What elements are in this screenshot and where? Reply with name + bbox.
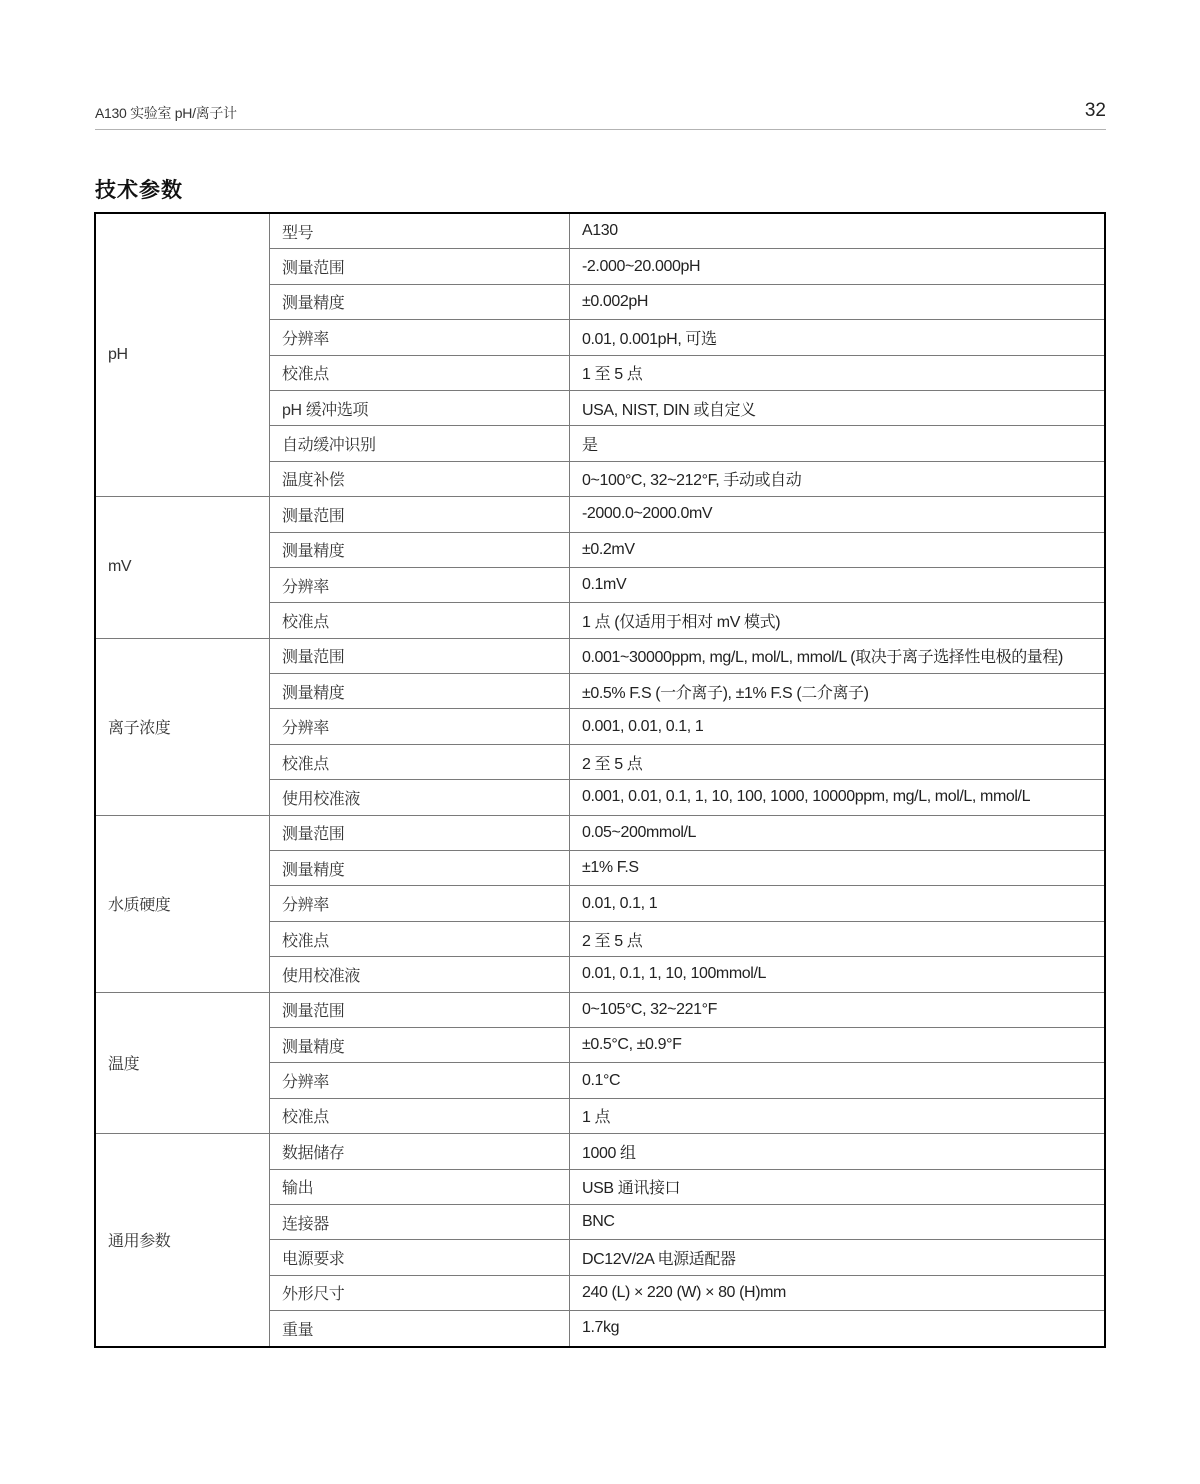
spec-table-body <box>95 213 1105 1347</box>
param-name: 测量范围 <box>270 992 570 1027</box>
page-number: 32 <box>1084 100 1106 121</box>
param-name: 测量精度 <box>270 284 570 319</box>
param-value: DC12V/2A 电源适配器 <box>570 1240 1106 1275</box>
table-row <box>95 815 1105 850</box>
param-value: 0.1°C <box>570 1063 1106 1098</box>
param-name: 测量范围 <box>270 497 570 532</box>
group-label: 通用参数 <box>95 1134 270 1347</box>
param-value: USA, NIST, DIN 或自定义 <box>570 390 1106 425</box>
param-value: 0.001~30000ppm, mg/L, mol/L, mmol/L (取决于离子选择性电极的量程) <box>570 638 1106 673</box>
spec-table <box>94 212 1106 1348</box>
param-value: BNC <box>570 1204 1106 1239</box>
param-value: A130 <box>570 213 1106 249</box>
param-value: -2.000~20.000pH <box>570 249 1106 284</box>
param-name: 自动缓冲识别 <box>270 426 570 461</box>
table-row <box>95 638 1105 673</box>
param-name: 外形尺寸 <box>270 1275 570 1310</box>
param-value: 240 (L) × 220 (W) × 80 (H)mm <box>570 1275 1106 1310</box>
param-value: 0.1mV <box>570 567 1106 602</box>
param-value: 2 至 5 点 <box>570 744 1106 779</box>
param-value: 0.001, 0.01, 0.1, 1 <box>570 709 1106 744</box>
document-title: A130 实验室 pH/离子计 <box>95 105 237 121</box>
param-value: ±0.5°C, ±0.9°F <box>570 1027 1106 1062</box>
param-name: 校准点 <box>270 744 570 779</box>
param-value: ±0.5% F.S (一介离子), ±1% F.S (二介离子) <box>570 674 1106 709</box>
param-name: 连接器 <box>270 1204 570 1239</box>
param-name: 校准点 <box>270 355 570 390</box>
group-label: pH <box>95 213 270 497</box>
param-value: 0.01, 0.1, 1, 10, 100mmol/L <box>570 957 1106 992</box>
param-name: 输出 <box>270 1169 570 1204</box>
table-row <box>95 1134 1105 1169</box>
param-value: 2 至 5 点 <box>570 921 1106 956</box>
param-name: 测量精度 <box>270 851 570 886</box>
param-value: 1.7kg <box>570 1311 1106 1347</box>
param-value: 0.01, 0.001pH, 可选 <box>570 320 1106 355</box>
group-label: 离子浓度 <box>95 638 270 815</box>
group-label: 温度 <box>95 992 270 1134</box>
param-name: 数据储存 <box>270 1134 570 1169</box>
param-name: 测量范围 <box>270 249 570 284</box>
param-name: 分辨率 <box>270 1063 570 1098</box>
param-name: 温度补偿 <box>270 461 570 496</box>
param-name: 校准点 <box>270 603 570 638</box>
param-name: 重量 <box>270 1311 570 1347</box>
param-name: pH 缓冲选项 <box>270 390 570 425</box>
param-name: 测量精度 <box>270 674 570 709</box>
page-header <box>95 100 1106 130</box>
param-name: 使用校准液 <box>270 780 570 815</box>
param-name: 分辨率 <box>270 320 570 355</box>
param-name: 测量范围 <box>270 638 570 673</box>
param-value: 0~105°C, 32~221°F <box>570 992 1106 1027</box>
param-value: -2000.0~2000.0mV <box>570 497 1106 532</box>
param-value: 0.05~200mmol/L <box>570 815 1106 850</box>
param-name: 校准点 <box>270 1098 570 1133</box>
param-name: 电源要求 <box>270 1240 570 1275</box>
param-value: ±1% F.S <box>570 851 1106 886</box>
table-row <box>95 213 1105 249</box>
param-value: ±0.2mV <box>570 532 1106 567</box>
table-row <box>95 497 1105 532</box>
section-title: 技术参数 <box>95 179 183 202</box>
param-value: 1 至 5 点 <box>570 355 1106 390</box>
group-label: mV <box>95 497 270 639</box>
header-divider <box>95 129 1106 130</box>
param-value: 1 点 (仅适用于相对 mV 模式) <box>570 603 1106 638</box>
param-value: ±0.002pH <box>570 284 1106 319</box>
param-name: 分辨率 <box>270 886 570 921</box>
group-label: 水质硬度 <box>95 815 270 992</box>
param-name: 分辨率 <box>270 709 570 744</box>
param-value: 0.01, 0.1, 1 <box>570 886 1106 921</box>
param-name: 使用校准液 <box>270 957 570 992</box>
param-name: 测量精度 <box>270 532 570 567</box>
param-value: 是 <box>570 426 1106 461</box>
param-name: 分辨率 <box>270 567 570 602</box>
param-name: 测量范围 <box>270 815 570 850</box>
param-name: 型号 <box>270 213 570 249</box>
param-value: 0.001, 0.01, 0.1, 1, 10, 100, 1000, 10000ppm, mg/L, mol/L, mmol/L <box>570 780 1106 815</box>
param-name: 校准点 <box>270 921 570 956</box>
param-value: 0~100°C, 32~212°F, 手动或自动 <box>570 461 1106 496</box>
table-row <box>95 992 1105 1027</box>
param-value: USB 通讯接口 <box>570 1169 1106 1204</box>
param-name: 测量精度 <box>270 1027 570 1062</box>
param-value: 1 点 <box>570 1098 1106 1133</box>
param-value: 1000 组 <box>570 1134 1106 1169</box>
